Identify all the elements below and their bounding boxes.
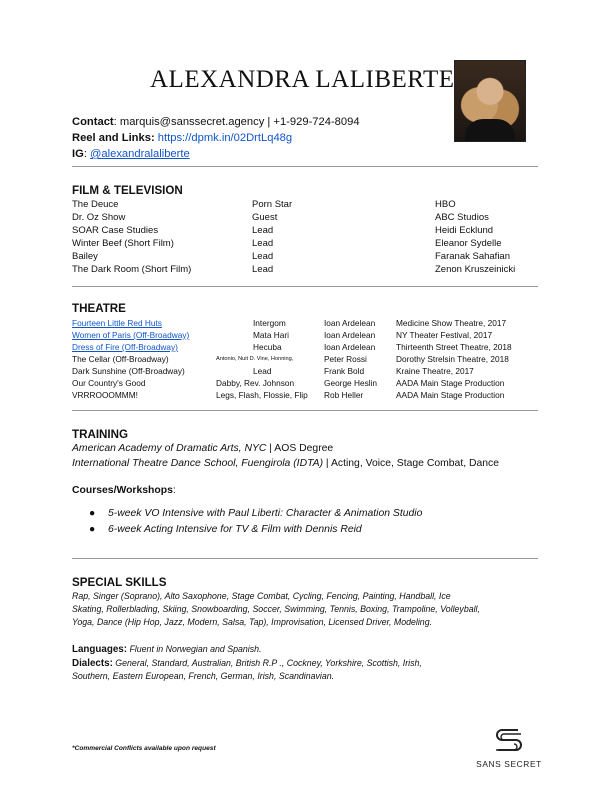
skills-text — [72, 590, 542, 629]
film-title: The Deuce — [72, 199, 119, 210]
theatre-title: Our Country's Good — [72, 378, 146, 388]
table-row — [0, 238, 612, 251]
theatre-role: Lead — [253, 366, 272, 376]
ig-separator: : — [83, 148, 87, 160]
film-title: Dr. Oz Show — [72, 212, 126, 223]
table-row — [0, 330, 612, 342]
film-role: Porn Star — [252, 199, 293, 210]
training-detail-2: | Acting, Voice, Stage Combat, Dance — [323, 458, 500, 469]
table-row — [0, 264, 612, 277]
theatre-director: Frank Bold — [324, 366, 365, 376]
theatre-heading: THEATRE — [72, 302, 126, 315]
theatre-role: Antonio, Nuit D. Vine, Honning, — [216, 356, 294, 362]
table-row — [0, 378, 612, 390]
table-row — [0, 354, 612, 366]
film-company: Faranak Sahafian — [435, 251, 510, 262]
course-text: 6-week Acting Intensive for TV & Film with Dennis Reid — [108, 524, 362, 535]
courses-colon: : — [172, 485, 176, 496]
footer-note: *Commercial Conflicts available upon request — [72, 745, 216, 752]
contact-value: : marquis@sanssecret.agency | +1-929-724-8094 — [113, 116, 360, 128]
reel-line — [72, 130, 360, 146]
film-heading: FILM & TELEVISION — [72, 184, 183, 197]
training-heading: TRAINING — [72, 428, 129, 441]
theatre-role: Hecuba — [253, 342, 282, 352]
table-row — [0, 199, 612, 212]
skills-line: Skating, Rollerblading, Skiing, Snowboarding, Soccer, Swimming, Tennis, Boxing, Trampoline, Volleyball, — [72, 604, 480, 614]
languages-label: Languages: — [72, 644, 127, 655]
table-row — [0, 251, 612, 264]
training-line-2 — [72, 457, 542, 471]
theatre-role: Mata Hari — [253, 330, 289, 340]
theatre-director: George Heslin — [324, 378, 378, 388]
theatre-title-link[interactable]: Fourteen Little Red Huts — [72, 318, 162, 328]
theatre-venue: NY Theater Festival, 2017 — [396, 330, 493, 340]
training-line-1 — [72, 442, 542, 456]
dialects-label: Dialects: — [72, 658, 113, 669]
courses-label: Courses/Workshops — [72, 485, 173, 496]
film-company: ABC Studios — [435, 212, 489, 223]
theatre-title-link[interactable]: Women of Paris (Off-Broadway) — [72, 330, 190, 340]
theatre-venue: AADA Main Stage Production — [396, 378, 505, 388]
training-school-1: American Academy of Dramatic Arts, NYC — [72, 443, 267, 454]
table-row — [0, 212, 612, 225]
bullet-dot-icon: ● — [89, 508, 96, 519]
headshot-jacket — [465, 119, 515, 141]
film-role: Lead — [252, 238, 274, 249]
skills-line: Rap, Singer (Soprano), Alto Saxophone, Stage Combat, Cycling, Fencing, Painting, Handball, Ice — [72, 591, 451, 601]
divider — [72, 410, 538, 411]
theatre-venue: Thirteenth Street Theatre, 2018 — [396, 342, 512, 352]
table-row — [0, 318, 612, 330]
reel-label: Reel and Links: — [72, 132, 155, 144]
theatre-venue: Dorothy Strelsin Theatre, 2018 — [396, 354, 509, 364]
ig-link[interactable]: @alexandralaliberte — [90, 148, 190, 160]
bullet-dot-icon: ● — [89, 524, 96, 535]
courses-heading — [72, 484, 542, 498]
contact-block — [72, 114, 360, 162]
table-row — [0, 225, 612, 238]
theatre-role: Dabby, Rev. Johnson — [216, 378, 295, 388]
film-title: SOAR Case Studies — [72, 225, 159, 236]
dialects-block — [72, 657, 542, 682]
film-company: HBO — [435, 199, 456, 210]
table-row — [0, 390, 612, 402]
ig-line — [72, 146, 360, 162]
training-detail-1: | AOS Degree — [266, 443, 334, 454]
divider — [72, 166, 538, 167]
agency-logo — [476, 726, 542, 770]
skills-line: Yoga, Dance (Hip Hop, Jazz, Modern, Salsa, Tap), Improvisation, Licensed Driver, Modeling. — [72, 617, 433, 627]
film-role: Guest — [252, 212, 278, 223]
film-role: Lead — [252, 251, 274, 262]
table-row — [0, 366, 612, 378]
course-text: 5-week VO Intensive with Paul Liberti: Character & Animation Studio — [108, 508, 423, 519]
skills-heading: SPECIAL SKILLS — [72, 576, 167, 589]
divider — [72, 286, 538, 287]
theatre-director: Ioan Ardelean — [324, 318, 376, 328]
theatre-director: Ioan Ardelean — [324, 330, 376, 340]
theatre-role: Intergom — [253, 318, 286, 328]
theatre-venue: Medicine Show Theatre, 2017 — [396, 318, 507, 328]
film-title: The Dark Room (Short Film) — [72, 264, 192, 275]
table-row — [0, 342, 612, 354]
page-title: ALEXANDRA LALIBERTE — [150, 66, 455, 93]
theatre-title: Dark Sunshine (Off-Broadway) — [72, 366, 185, 376]
reel-link[interactable]: https://dpmk.in/02DrtLq48g — [157, 132, 293, 144]
contact-label: Contact — [72, 116, 114, 128]
contact-line — [72, 114, 360, 130]
theatre-venue: Kraine Theatre, 2017 — [396, 366, 474, 376]
dialects-value: General, Standard, Australian, British R.P ., Cockney, Yorkshire, Scottish, Irish, — [115, 658, 422, 668]
theatre-role: Legs, Flash, Flossie, Flip — [216, 390, 308, 400]
headshot-photo — [454, 60, 526, 142]
film-company: Heidi Ecklund — [435, 225, 494, 236]
film-title: Winter Beef (Short Film) — [72, 238, 174, 249]
sans-secret-logo-icon — [492, 726, 526, 758]
ig-label: IG — [72, 148, 84, 160]
theatre-title-link[interactable]: Dress of Fire (Off-Broadway) — [72, 342, 178, 352]
divider — [72, 558, 538, 559]
logo-text: SANS SECRET — [476, 759, 542, 769]
film-role: Lead — [252, 264, 274, 275]
theatre-title: The Cellar (Off-Broadway) — [72, 354, 169, 364]
dialects-line — [72, 657, 542, 670]
theatre-director: Ioan Ardelean — [324, 342, 376, 352]
dialects-value: Southern, Eastern European, French, German, Irish, Scandinavian. — [72, 671, 335, 681]
dialects-line — [72, 670, 542, 682]
theatre-venue: AADA Main Stage Production — [396, 390, 505, 400]
theatre-title: VRRROOOMMM! — [72, 390, 138, 400]
film-company: Zenon Kruszeinicki — [435, 264, 516, 275]
film-role: Lead — [252, 225, 274, 236]
film-company: Eleanor Sydelle — [435, 238, 502, 249]
theatre-director: Peter Rossi — [324, 354, 367, 364]
film-title: Bailey — [72, 251, 98, 262]
theatre-director: Rob Heller — [324, 390, 364, 400]
languages-line — [72, 643, 542, 656]
training-school-2: International Theatre Dance School, Fuengirola (IDTA) — [72, 458, 324, 469]
languages-value: Fluent in Norwegian and Spanish. — [129, 644, 262, 654]
